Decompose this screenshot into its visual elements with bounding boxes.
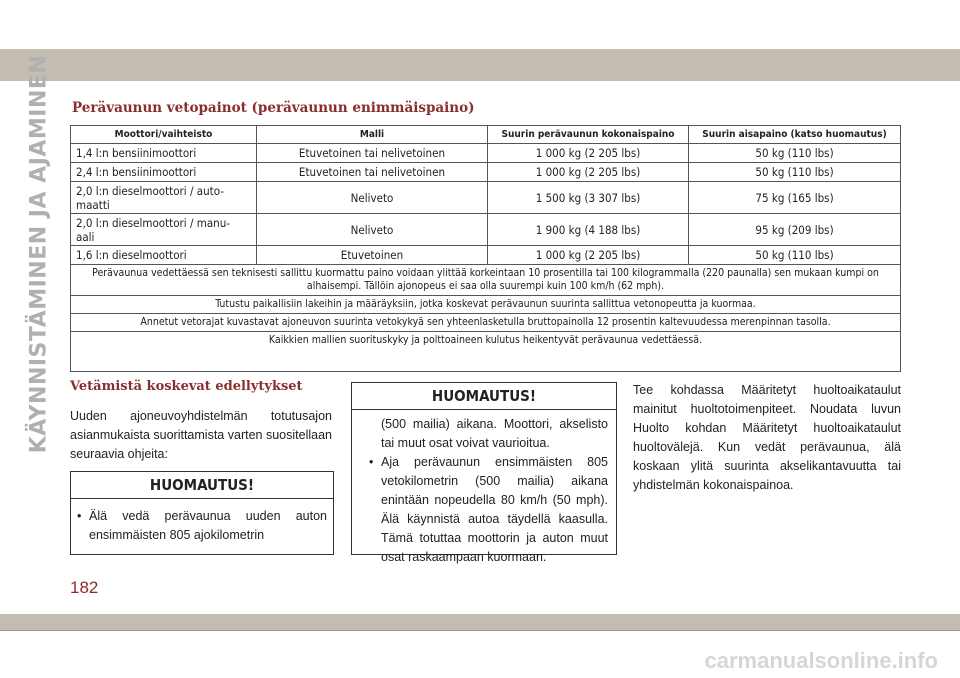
cell-trailer-weight: 1 000 kg (2 205 lbs): [488, 144, 689, 163]
cell-model: Etuvetoinen tai nelivetoinen: [257, 163, 488, 182]
watermark: carmanualsonline.info: [704, 648, 938, 673]
col-header-tongue-weight: Suurin aisapaino (katso huomautus): [689, 126, 901, 144]
side-chapter-text: KÄYNNISTÄMINEN JA AJAMINEN: [26, 54, 52, 454]
table-note-row: [71, 332, 901, 372]
bottom-rule: [0, 630, 960, 631]
notice-title: HUOMAUTUS!: [352, 383, 616, 410]
table-note-row: [71, 314, 901, 332]
towing-weights-table: [70, 125, 901, 372]
table-row: [71, 182, 901, 214]
cell-trailer-weight: 1 900 kg (4 188 lbs): [488, 214, 689, 246]
cell-trailer-weight: 1 000 kg (2 205 lbs): [488, 163, 689, 182]
table-note: Kaikkien mallien suorituskyky ja polttoaineen kulutus heikentyvät perävaunua vedettäessä.: [71, 332, 901, 372]
side-chapter-label: [26, 54, 52, 454]
cell-tongue-weight: 95 kg (209 lbs): [689, 214, 901, 246]
cell-engine: 1,6 l:n dieselmoottori: [71, 246, 257, 265]
cell-model: Neliveto: [257, 182, 488, 214]
col-header-trailer-weight: Suurin perävaunun kokonaispaino: [488, 126, 689, 144]
table-note: Annetut vetorajat kuvastavat ajoneuvon suurinta vetokykyä sen yhteenlasketulla bruttopainolla 12 prosentin kaltevuudessa merenpinnan tasolla.: [71, 314, 901, 332]
table-header-row: [71, 126, 901, 144]
cell-engine: 2,0 l:n dieselmoottori / manu- aali: [71, 214, 257, 246]
table-note-row: [71, 265, 901, 296]
notice-continuation: (500 mailia) aikana. Moottori, akselisto tai muut osat voivat vaurioitua.: [381, 417, 608, 450]
cell-model: Etuvetoinen tai nelivetoinen: [257, 144, 488, 163]
cell-model: Neliveto: [257, 214, 488, 246]
cell-tongue-weight: 50 kg (110 lbs): [689, 144, 901, 163]
top-band: [0, 49, 960, 81]
cell-engine: 1,4 l:n bensiinimoottori: [71, 144, 257, 163]
bottom-band: [0, 614, 960, 630]
col-header-engine: Moottori/vaihteisto: [71, 126, 257, 144]
intro-paragraph: Uuden ajoneuvoyhdistelmän totutusajon asianmukaista suorittamista varten suositellaan seuraavia ohjeita:: [70, 409, 332, 461]
cell-tongue-weight: 50 kg (110 lbs): [689, 246, 901, 265]
table-row: [71, 144, 901, 163]
section-title: Perävaunun vetopainot (perävaunun enimmäispaino): [72, 100, 475, 116]
subsection-title: Vetämistä koskevat edellytykset: [70, 379, 303, 394]
notice-title: HUOMAUTUS!: [71, 472, 333, 499]
table-row: [71, 246, 901, 265]
notice-bullet: • Aja perävaunun ensimmäisten 805 vetokilometrin (500 mailia) aikana enintään nopeudella 80 km/h (50 mph). Älä käynnistä autoa täydellä kaasulla. Tämä totuttaa moottorin ja auton muut osat raskaampaan kuormaan.: [369, 453, 608, 567]
notice-box-1: [70, 471, 334, 555]
table-note-row: [71, 296, 901, 314]
table-note: Perävaunua vedettäessä sen teknisesti sallittu kuormattu paino voidaan ylittää korkeintaan 10 prosentilla tai 100 kilogrammalla (220 paunalla) sen mukaan kumpi on alhaisempi. Tällöin ajonopeus ei saa olla suurempi kuin 100 km/h (62 mph).: [71, 265, 901, 296]
cell-trailer-weight: 1 500 kg (3 307 lbs): [488, 182, 689, 214]
table-note: Tutustu paikallisiin lakeihin ja määräyksiin, jotka koskevat perävaunun suurinta sallittua vetonopeutta ja kuormaa.: [71, 296, 901, 314]
table-row: [71, 163, 901, 182]
cell-model: Etuvetoinen: [257, 246, 488, 265]
maintenance-paragraph: Tee kohdassa Määritetyt huoltoaikataulut mainitut huoltotoimenpiteet. Noudata luvun Huolto kohdan Määritetyt huoltoaikataulut huoltovälejä. Kun vedät perävaunua, älä koskaan ylitä suurinta akselikantavuutta tai yhdistelmän kokonaispainoa.: [633, 383, 901, 492]
cell-tongue-weight: 75 kg (165 lbs): [689, 182, 901, 214]
cell-tongue-weight: 50 kg (110 lbs): [689, 163, 901, 182]
notice-box-2: [351, 382, 617, 564]
cell-engine: 2,4 l:n bensiinimoottori: [71, 163, 257, 182]
cell-engine: 2,0 l:n dieselmoottori / auto- maatti: [71, 182, 257, 214]
col-header-model: Malli: [257, 126, 488, 144]
notice-bullet: • Älä vedä perävaunua uuden auton ensimmäisten 805 ajokilometrin: [77, 507, 327, 545]
table-row: [71, 214, 901, 246]
cell-trailer-weight: 1 000 kg (2 205 lbs): [488, 246, 689, 265]
page-number: 182: [70, 578, 99, 597]
